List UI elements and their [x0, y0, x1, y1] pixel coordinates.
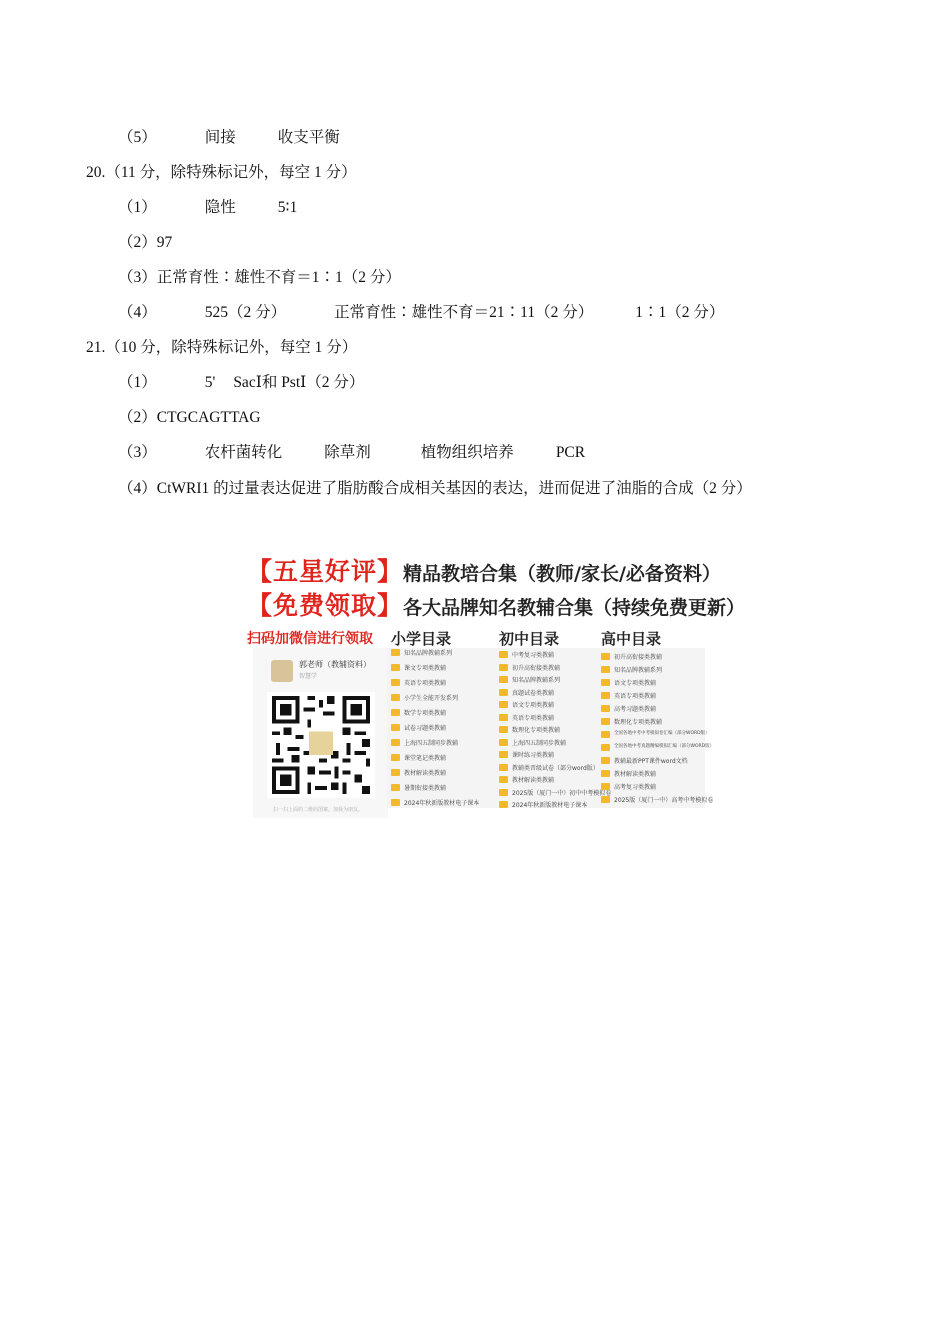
folder-icon: [601, 770, 610, 777]
folder-icon: [499, 751, 508, 758]
folder-icon: [499, 726, 508, 733]
folder-icon: [391, 679, 400, 686]
answer-text: 1∶1（2 分）: [635, 304, 725, 321]
item-number: （3）: [118, 444, 157, 461]
item-number: （4）: [118, 304, 157, 321]
answer-line-21-3: [118, 443, 585, 463]
folder-icon: [601, 666, 610, 673]
folder-icon: [391, 799, 400, 806]
folder-icon: [601, 783, 610, 790]
question-title: 21.（10 分，除特殊标记外，每空 1 分）: [86, 339, 358, 356]
answer-text: （3）正常育性∶雄性不育＝1∶1（2 分）: [118, 269, 401, 286]
answer-line-20-4: [118, 303, 724, 323]
question-header-20: [86, 163, 357, 183]
answer-text: PCR: [555, 444, 586, 461]
promo-banner: 【五星好评】精品教培合集（教师/家长/必备资料） 【免费领取】各大品牌知名教辅合集（持续免费更新） 扫码加微信进行领取 小学目录 初中目录 高中目录 郭老师（教辅资料） 智慧学 扫一扫上面的二维码图案，加我为朋友。 知名品牌教辅系列 课文专项类教辅 英语专项类教辅 小学生全能开发系列 数学专项类教辅 试卷习题类教辅 上海四五制同步教辅 课堂笔记类教辅 教材解读类教辅 暑期衔接类教辅 2024年秋新版教材电子课本 中考复习类教辅 初升高衔接类教辅 知名品牌教辅系列 真题试卷类教辅 语文专项类教辅 英语专项类教辅 数理化专项类教辅 上海四五制同步教辅 课时练习类教辅 教辅类晋级试卷（部分word版） 教材解读类教辅 2025版（厦门一中）初中中考模拟卷 2024年秋新版教材电子课本 初升高衔接类教辅 知名品牌教辅系列 语文专项类教辅 英语专项类教辅 高考习题类教辅 数理化专项类教辅 全国各地中考中考模拟卷汇编（部分WORD版） 全国各地中考真题精编模拟汇编（部分WORD版） 教辅最新PPT课件word文档 教材解读类教辅 高考复习类教辅 2025版（厦门一中）高考中考模拟卷: [245, 548, 707, 820]
answer-line-21-2: [118, 408, 261, 428]
folder-icon: [601, 731, 610, 738]
folder-icon: [601, 796, 610, 803]
answer-text: 植物组织培养: [420, 444, 514, 461]
banner-row-2: [247, 586, 745, 622]
answer-text: 除草剂: [324, 444, 371, 461]
folder-icon: [391, 724, 400, 731]
answer-text: （2）97: [118, 234, 173, 251]
banner-red-text: 【五星好评】: [247, 557, 404, 586]
folder-icon: [499, 676, 508, 683]
answer-text: （4）CtWRI1 的过量表达促进了脂肪酸合成相关基因的表达，进而促进了油脂的合成（2 分）: [118, 480, 752, 497]
qr-tip: 扫一扫上面的二维码图案，加我为朋友。: [273, 807, 364, 813]
wechat-card: [253, 648, 388, 818]
answer-text: 收支平衡: [277, 129, 340, 146]
item-number: （1）: [118, 199, 157, 216]
answer-text: 525（2 分）: [204, 304, 287, 321]
contact-name: 郭老师（教辅资料）: [299, 660, 371, 669]
answer-text: 5∶1: [277, 199, 298, 216]
answer-line-5: [118, 128, 340, 148]
answer-line-21-4: [118, 479, 752, 499]
folder-icon: [499, 701, 508, 708]
folder-icon: [391, 769, 400, 776]
folder-icon: [499, 776, 508, 783]
banner-black-text: 各大品牌知名教辅合集（持续免费更新）: [403, 597, 746, 619]
folder-icon: [601, 718, 610, 725]
high-catalog-heading: 高中目录: [601, 630, 662, 648]
banner-black-text: 精品教培合集（教师/家长/必备资料）: [403, 563, 721, 585]
answer-text: （2）CTGCAGTTAG: [118, 409, 261, 426]
folder-icon: [499, 789, 508, 796]
item-number: （5）: [118, 129, 157, 146]
answer-line-21-1: [118, 373, 364, 393]
avatar: [271, 660, 293, 682]
folder-icon: [601, 705, 610, 712]
answer-text: SacⅠ和 PstⅠ（2 分）: [233, 374, 365, 391]
folder-icon: [601, 679, 610, 686]
wechat-label: 扫码加微信进行领取: [247, 631, 373, 647]
folder-icon: [391, 649, 400, 656]
question-header-21: [86, 338, 357, 358]
answer-text: 间接: [204, 129, 236, 146]
folder-icon: [391, 739, 400, 746]
middle-catalog-heading: 初中目录: [499, 630, 560, 648]
answer-text: 隐性: [204, 199, 236, 216]
folder-icon: [499, 764, 508, 771]
folder-icon: [499, 651, 508, 658]
folder-icon: [499, 714, 508, 721]
contact-subtitle: 智慧学: [299, 673, 318, 680]
answer-text: 5': [204, 374, 216, 391]
folder-icon: [499, 801, 508, 808]
folder-icon: [499, 739, 508, 746]
banner-row-1: [247, 552, 721, 588]
folder-icon: [601, 653, 610, 660]
answer-line-20-1: [118, 198, 297, 218]
folder-icon: [601, 692, 610, 699]
folder-icon: [391, 784, 400, 791]
folder-icon: [391, 664, 400, 671]
answer-text: 正常育性∶雄性不育＝21∶11（2 分）: [334, 304, 594, 321]
folder-icon: [499, 664, 508, 671]
qr-code-icon[interactable]: [267, 692, 375, 798]
answer-line-20-3: [118, 268, 401, 288]
primary-catalog-heading: 小学目录: [391, 630, 452, 648]
item-number: （1）: [118, 374, 157, 391]
folder-icon: [391, 754, 400, 761]
answer-line-20-2: [118, 233, 172, 253]
folder-icon: [601, 757, 610, 764]
folder-icon: [391, 709, 400, 716]
folder-icon: [499, 689, 508, 696]
question-title: 20.（11 分，除特殊标记外，每空 1 分）: [86, 164, 357, 181]
answer-text: 农杆菌转化: [204, 444, 283, 461]
folder-icon: [601, 744, 610, 751]
folder-icon: [391, 694, 400, 701]
banner-red-text: 【免费领取】: [247, 591, 404, 620]
